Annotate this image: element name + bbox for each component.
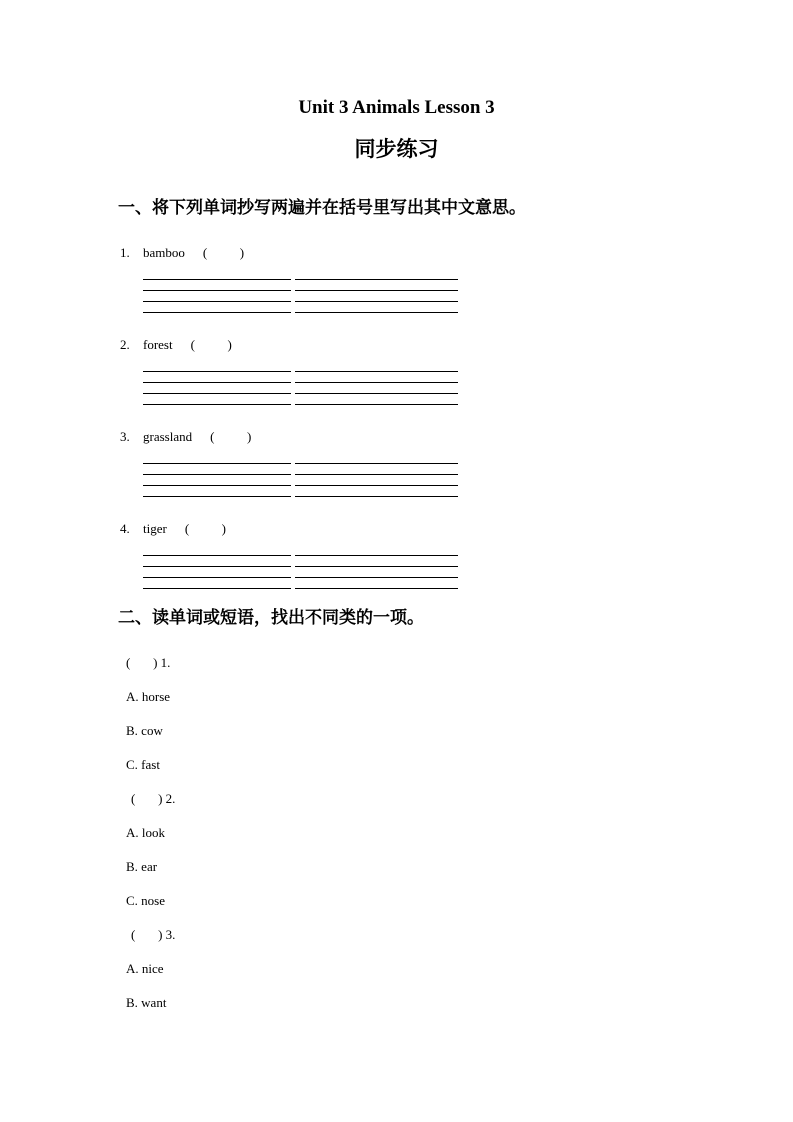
- question-2-label: ( ) 2.: [131, 791, 176, 806]
- question-1-option-c: C. fast: [126, 757, 160, 772]
- writing-lines-3: [143, 463, 793, 497]
- writing-lines-2: [143, 371, 793, 405]
- question-3-option-a: A. nice: [126, 961, 164, 976]
- meaning-blank: ( ): [190, 337, 232, 352]
- question-1-option-a: A. horse: [126, 689, 171, 704]
- copy-item-3: [120, 429, 793, 445]
- item-word: bamboo: [143, 245, 185, 260]
- four-line-grid: [143, 463, 291, 497]
- item-word: tiger: [143, 521, 167, 536]
- section2-heading: 二、读单词或短语，找出不同类的一项。: [118, 608, 424, 628]
- four-line-grid: [295, 555, 458, 589]
- copy-item-1: [120, 245, 793, 261]
- four-line-grid: [295, 371, 458, 405]
- question-3-label: ( ) 3.: [131, 927, 176, 942]
- meaning-blank: ( ): [210, 429, 252, 444]
- question-3-option-b: B. want: [126, 995, 167, 1010]
- four-line-grid: [143, 279, 291, 313]
- writing-lines-4: [143, 555, 793, 589]
- four-line-grid: [143, 371, 291, 405]
- section1-heading: 一、将下列单词抄写两遍并在括号里写出其中文意思。: [118, 198, 526, 218]
- item-number: 2.: [120, 337, 130, 352]
- four-line-grid: [295, 279, 458, 313]
- four-line-grid: [295, 463, 458, 497]
- question-2-option-c: C. nose: [126, 893, 165, 908]
- copy-item-4: [120, 521, 793, 537]
- question-2-option-b: B. ear: [126, 859, 158, 874]
- question-2-option-a: A. look: [126, 825, 165, 840]
- question-1-option-b: B. cow: [126, 723, 163, 738]
- page-subtitle: 同步练习: [354, 137, 439, 161]
- item-number: 1.: [120, 245, 130, 260]
- meaning-blank: ( ): [202, 245, 245, 260]
- meaning-blank: ( ): [184, 521, 226, 536]
- question-1-label: ( ) 1.: [126, 655, 171, 670]
- copy-item-2: [120, 337, 793, 353]
- four-line-grid: [143, 555, 291, 589]
- writing-lines-1: [143, 279, 793, 313]
- item-word: grassland: [143, 429, 193, 444]
- page-title: Unit 3 Animals Lesson 3: [298, 97, 495, 118]
- item-number: 3.: [120, 429, 130, 444]
- item-word: forest: [143, 337, 173, 352]
- item-number: 4.: [120, 521, 130, 536]
